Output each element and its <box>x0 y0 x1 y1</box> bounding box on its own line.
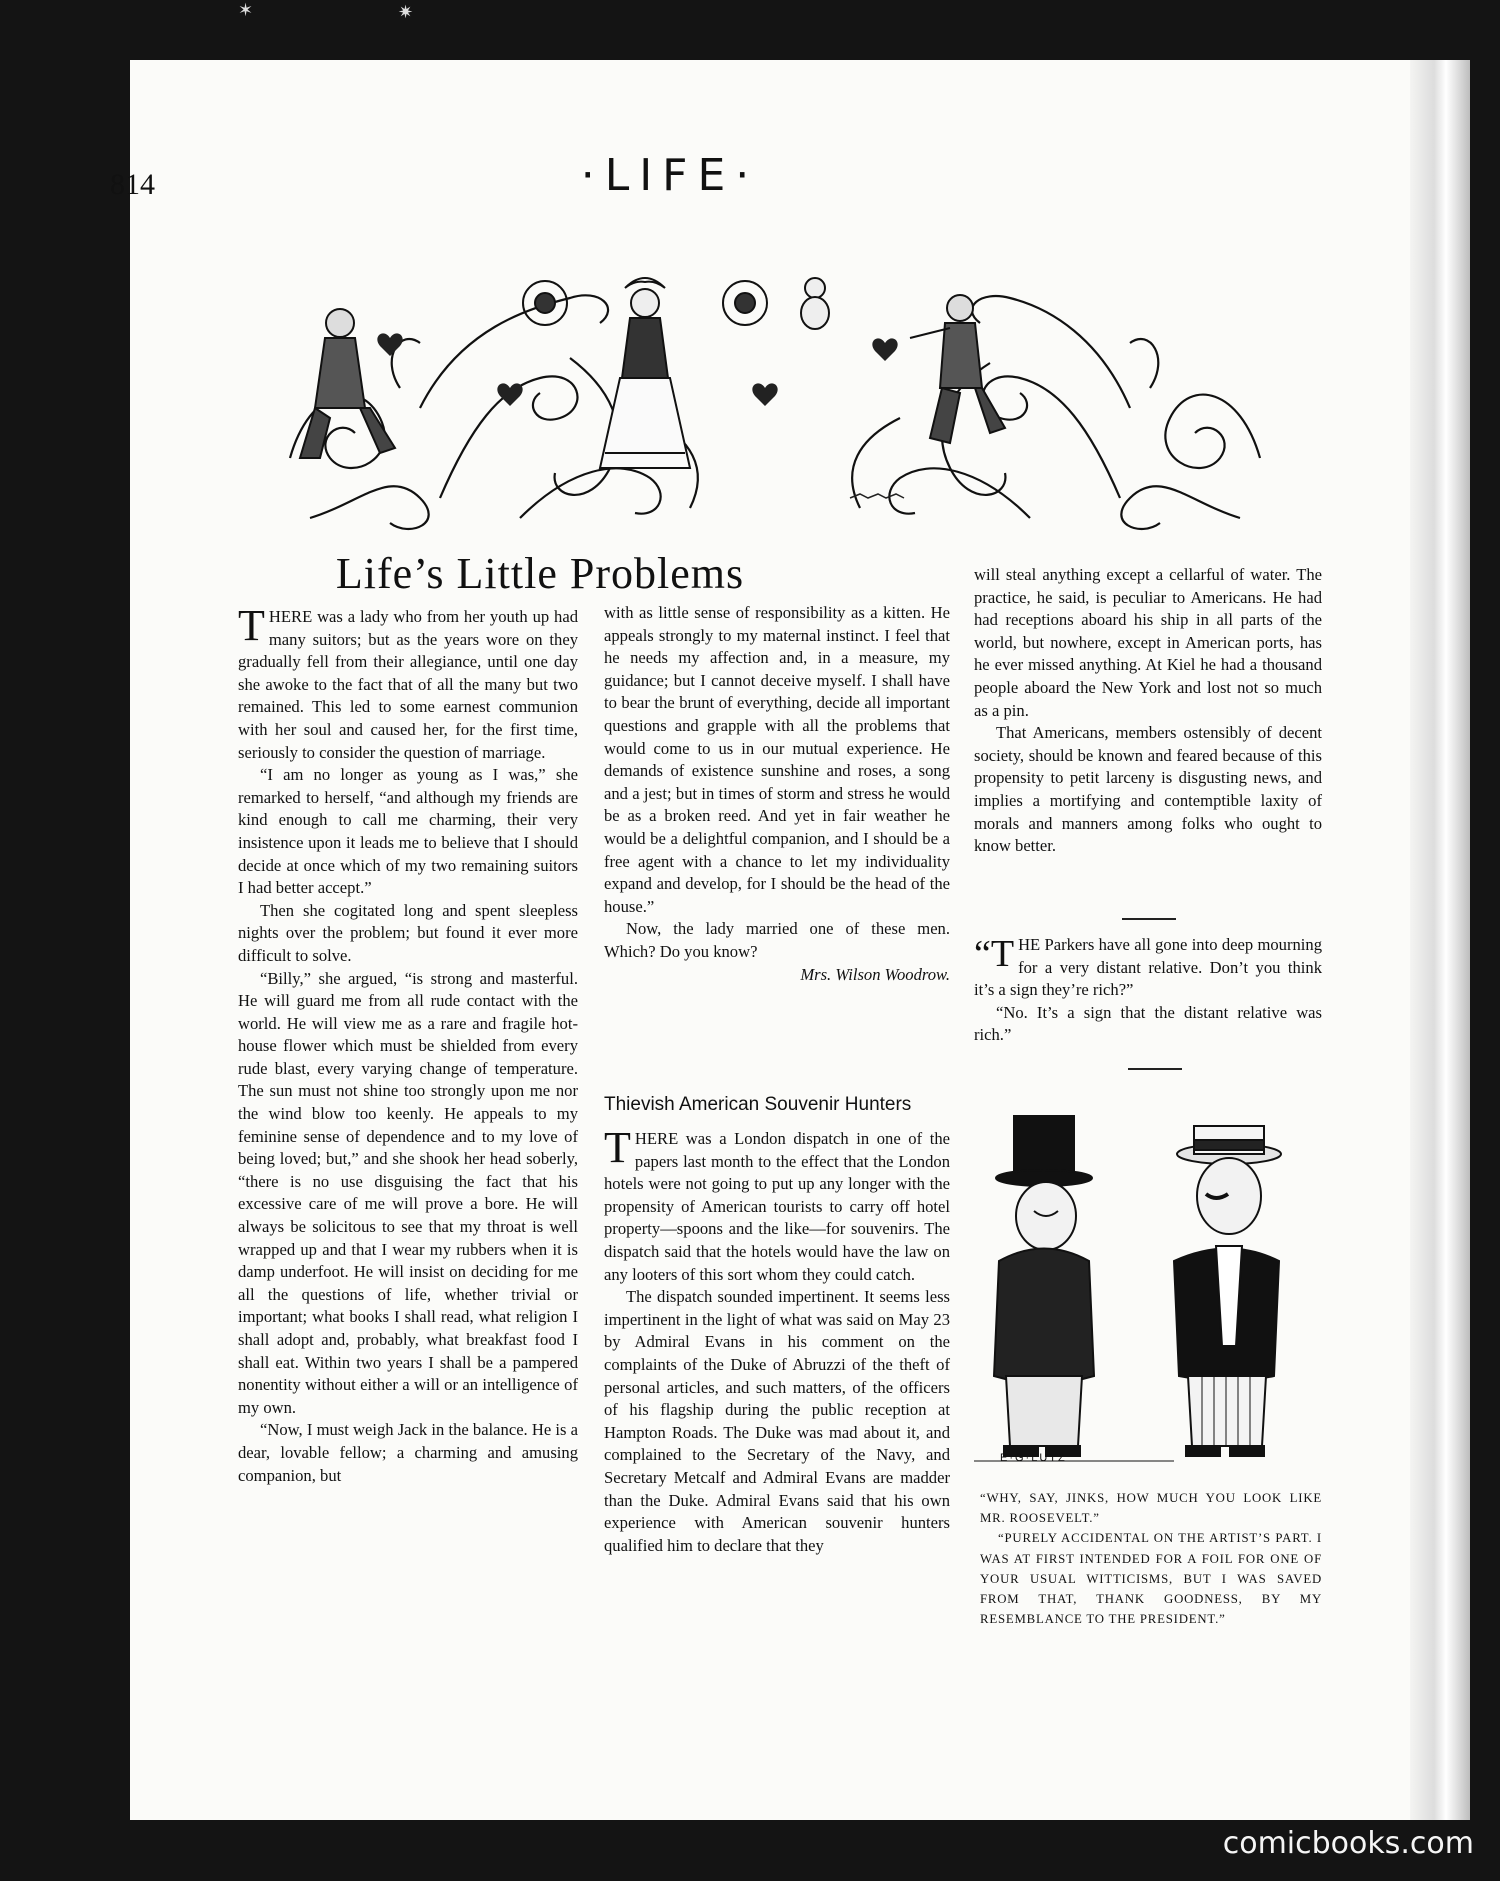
masthead: ·LIFE· <box>580 150 760 201</box>
article-paragraph: “Billy,” she argued, “is strong and masterful. He will guard me from all rude contact with the world. He will view me as a rare and fragile hot-house flower which must be shielded from every rude blast, every varying change of temperature. The sun must not shine too strongly upon me nor the wind blow too keenly. He appeals to my feminine sense of dependence and to my love of being loved; but,” and she shook her head soberly, “there is no use disguising the fact that his excessive care of me will prove a bore. He will always be solicitous to see that my throat is well wrapped up and that I wear my rubbers when it is damp underfoot. He will insist on deciding for me all the questions of life, whether trivial or important; what books I shall read, what religion I shall adopt and, probably, what breakfast food I shall eat. Within two years I shall be a pampered nonentity without either a will or an intelligence of my own. <box>238 968 578 1417</box>
article-paragraph: “I am no longer as young as I was,” she remarked to herself, “and although my friends are kind enough to call me charming, their very insistence upon it leads me to believe that I should decide at once which of my two remaining suitors I had better accept.” <box>238 765 578 898</box>
article-paragraph: “Now, I must weigh Jack in the balance. He is a dear, lovable fellow; a charming and amusing companion, but <box>238 1420 578 1485</box>
dust-speck: ✷ <box>398 2 414 22</box>
author-signature: Mrs. Wilson Woodrow. <box>800 964 950 984</box>
cartoon-caption <box>980 1488 1322 1629</box>
artist-signature: E·G·LUTZ <box>1000 1452 1067 1464</box>
drop-cap: T <box>238 601 265 650</box>
paragraph-text: HERE was a lady who from her youth up had many suitors; but as the years wore on they gradually fell from their allegiance, until one day she awoke to the fact that of all the many but two remained. This led to some earnest communion with her soul and caused her, for the first time, seriously to consider the question of marriage. <box>238 607 578 762</box>
paragraph-text: HE Parkers have all gone into deep mourning for a very distant relative. Don’t you think it’s a sign they’re rich?” <box>974 935 1322 1000</box>
article-title: Life’s Little Problems <box>335 549 745 598</box>
section-heading: Thievish American Souvenir Hunters <box>604 1094 912 1115</box>
drop-cap: T <box>604 1123 631 1172</box>
article-paragraph: That Americans, members ostensibly of decent society, should be known and feared because of this propensity to petit larceny is disgusting news, and implies a mortifying and contemptible laxity of morals and manners among folks who ought to know better. <box>974 723 1322 856</box>
article-column-3 <box>974 564 1322 858</box>
page-edge <box>1410 60 1470 1820</box>
article-paragraph: Then she cogitated long and spent sleepless nights over the problem; but found it ever more difficult to solve. <box>238 900 578 965</box>
divider-rule <box>1128 1068 1182 1070</box>
joke-column <box>974 934 1322 1047</box>
dust-speck: ✶ <box>238 0 254 20</box>
article-column-2-lower <box>604 1123 950 1557</box>
site-watermark: comicbooks.com <box>1222 1826 1474 1861</box>
cartoon-illustration <box>974 1086 1334 1476</box>
paragraph-text: HERE was a London dispatch in one of the papers last month to the effect that the London hotels were not going to put up any longer with the propensity of American tourists to carry off hotel property—spoons and the like—for souvenirs. The dispatch said that the hotels would have the law on any looters of this sort whom they could catch. <box>604 1129 950 1284</box>
ornamental-header-illustration <box>270 268 1280 543</box>
article-column-2 <box>604 602 950 986</box>
article-paragraph <box>604 1123 950 1286</box>
caption-line: “PURELY ACCIDENTAL ON THE ARTIST’S PART. I WAS AT FIRST INTENDED FOR A FOIL FOR ONE OF YOUR USUAL WITTICISMS, BUT I WAS SAVED FROM THAT, THANK GOODNESS, BY MY RESEMBLANCE TO THE PRESIDENT.” <box>980 1531 1322 1627</box>
article-paragraph: with as little sense of responsibility as a kitten. He appeals strongly to my maternal instinct. I feel that he needs my affection and, in a measure, my guidance; but I cannot deceive myself. I shall have to bear the brunt of everything, decide all important questions and grapple with all the problems that would come to us in our mutual experience. He demands of existence sunshine and roses, a song and a jest; but in times of storm and stress he would be as a broken reed. And yet in fair weather he would be a delightful companion, and I should be a free agent with a chance to let my individuality expand and develop, for I should be the head of the house.” <box>604 603 950 916</box>
divider-rule <box>1122 918 1176 920</box>
drop-cap: “T <box>974 933 1015 975</box>
article-paragraph: The dispatch sounded impertinent. It seems less impertinent in the light of what was said on May 23 by Admiral Evans in his comment on the complaints of the Duke of Abruzzi of the theft of personal articles, and such matters, of the officers of his flagship during the public reception at Hampton Roads. The Duke was mad about it, and complained to the Secretary of the Navy, and Secretary Metcalf and Admiral Evans are madder than the Duke. Admiral Evans said that his own experience with American souvenir hunters qualified him to declare that they <box>604 1287 950 1555</box>
article-column-1 <box>238 601 578 1487</box>
caption-line: “WHY, SAY, JINKS, HOW MUCH YOU LOOK LIKE MR. ROOSEVELT.” <box>980 1491 1322 1526</box>
page-number: 814 <box>110 168 155 201</box>
article-paragraph: will steal anything except a cellarful of water. The practice, he said, is peculiar to Americans. He had had receptions aboard his ship in all parts of the world, but nowhere, except in American ports, has he ever missed anything. At Kiel he had a thousand people aboard the New York and lost not so much as a pin. <box>974 565 1322 720</box>
article-paragraph: Now, the lady married one of these men. Which? Do you know? <box>604 919 950 961</box>
joke-paragraph <box>974 934 1322 1002</box>
joke-paragraph: “No. It’s a sign that the distant relative was rich.” <box>974 1002 1322 1045</box>
article-paragraph <box>238 601 578 764</box>
